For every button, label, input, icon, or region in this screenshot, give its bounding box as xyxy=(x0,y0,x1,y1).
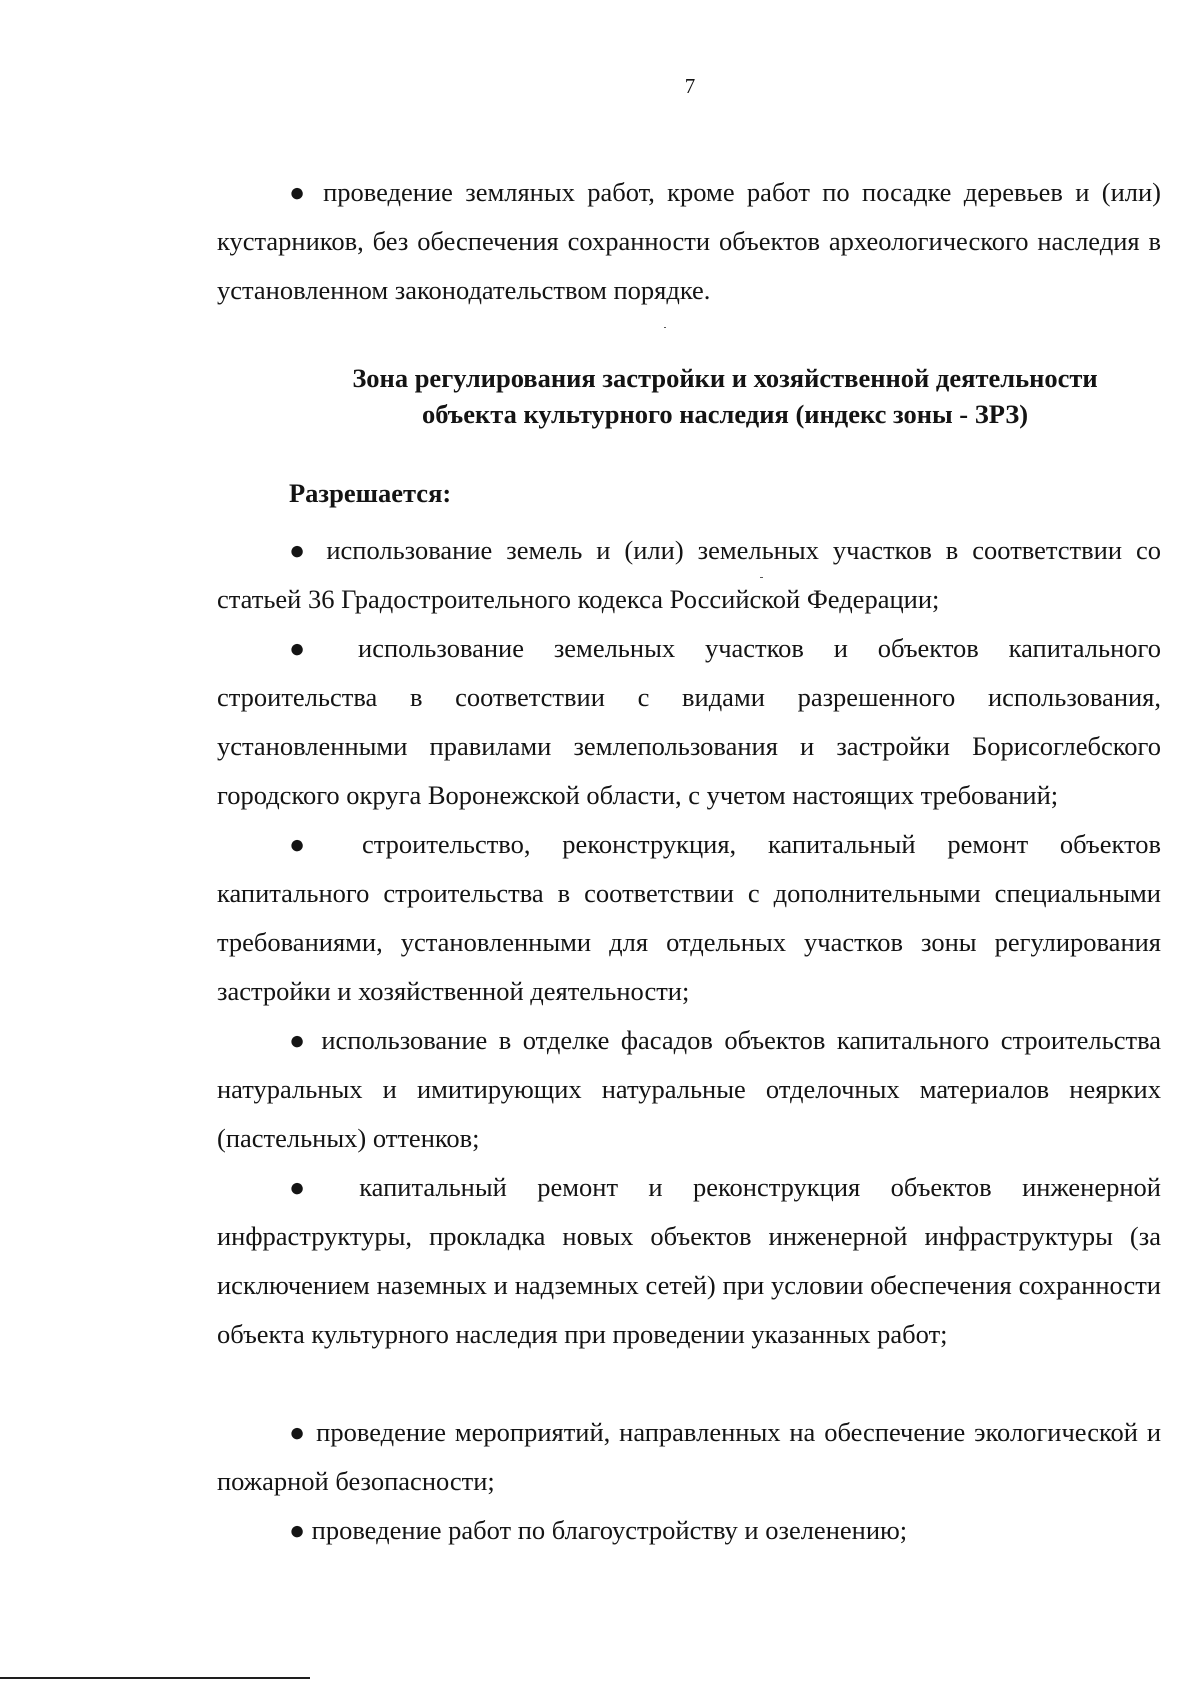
list-item xyxy=(217,1506,1161,1555)
bullet-icon: ● xyxy=(289,1417,308,1447)
list-item-text: проведение мероприятий, направленных на обеспечение экологической и пожарной безопасности; xyxy=(217,1417,1162,1496)
list-item-text: строительство, реконструкция, капитальный ремонт объектов капитального строительства в соответствии с дополнительными специальными требованиями, установленными для отдельных участков зоны регулирования застройки и хозяйственной деятельности; xyxy=(217,829,1161,1006)
section-heading xyxy=(250,360,1200,432)
page-number: 7 xyxy=(684,74,696,98)
list-item xyxy=(217,1163,1161,1359)
bullet-icon: ● xyxy=(289,1025,310,1055)
list-item-text: использование земельных участков и объектов капитального строительства в соответствии с видами разрешенного использования, установленными правилами землепользования и застройки Борисоглебского городского округа Воронежской области, с учетом настоящих требований; xyxy=(217,633,1161,810)
bullet-icon: ● xyxy=(289,1515,306,1545)
list-item xyxy=(217,1408,1161,1506)
scan-speck xyxy=(664,327,666,328)
bullet-icon: ● xyxy=(289,535,313,565)
scan-speck xyxy=(760,577,763,578)
list-item xyxy=(217,624,1161,820)
section-heading-line-1: Зона регулирования застройки и хозяйственной деятельности xyxy=(352,363,1098,393)
list-item-text: использование земель и (или) земельных участков в соответствии со статьей 36 Градостроительного кодекса Российской Федерации; xyxy=(217,535,1161,614)
list-item-text: капитальный ремонт и реконструкция объектов инженерной инфраструктуры, прокладка новых объектов инженерной инфраструктуры (за исключением наземных и надземных сетей) при условии обеспечения сохранности объекта культурного наследия при проведении указанных работ; xyxy=(217,1172,1161,1349)
section-heading-line-2: объекта культурного наследия (индекс зоны - ЗРЗ) xyxy=(421,399,1029,429)
bullet-icon: ● xyxy=(289,177,311,207)
list-item xyxy=(217,1016,1161,1163)
intro-paragraph xyxy=(217,168,1161,315)
bullet-icon: ● xyxy=(289,633,329,663)
bullet-icon: ● xyxy=(289,1172,329,1202)
bullet-icon: ● xyxy=(289,829,331,859)
intro-paragraph-text: проведение земляных работ, кроме работ по посадке деревьев и (или) кустарников, без обеспечения сохранности объектов археологического наследия в установленном законодательством порядке. xyxy=(217,177,1161,305)
list-item-text: использование в отделке фасадов объектов капитального строительства натуральных и имитирующих натуральные отделочных материалов неярких (пастельных) оттенков; xyxy=(217,1025,1161,1153)
section-subheading: Разрешается: xyxy=(289,478,452,508)
list-item xyxy=(217,526,1161,624)
list-item-text: проведение работ по благоустройству и озеленению; xyxy=(311,1515,908,1545)
list-item xyxy=(217,820,1161,1016)
bottom-divider xyxy=(0,1677,310,1679)
